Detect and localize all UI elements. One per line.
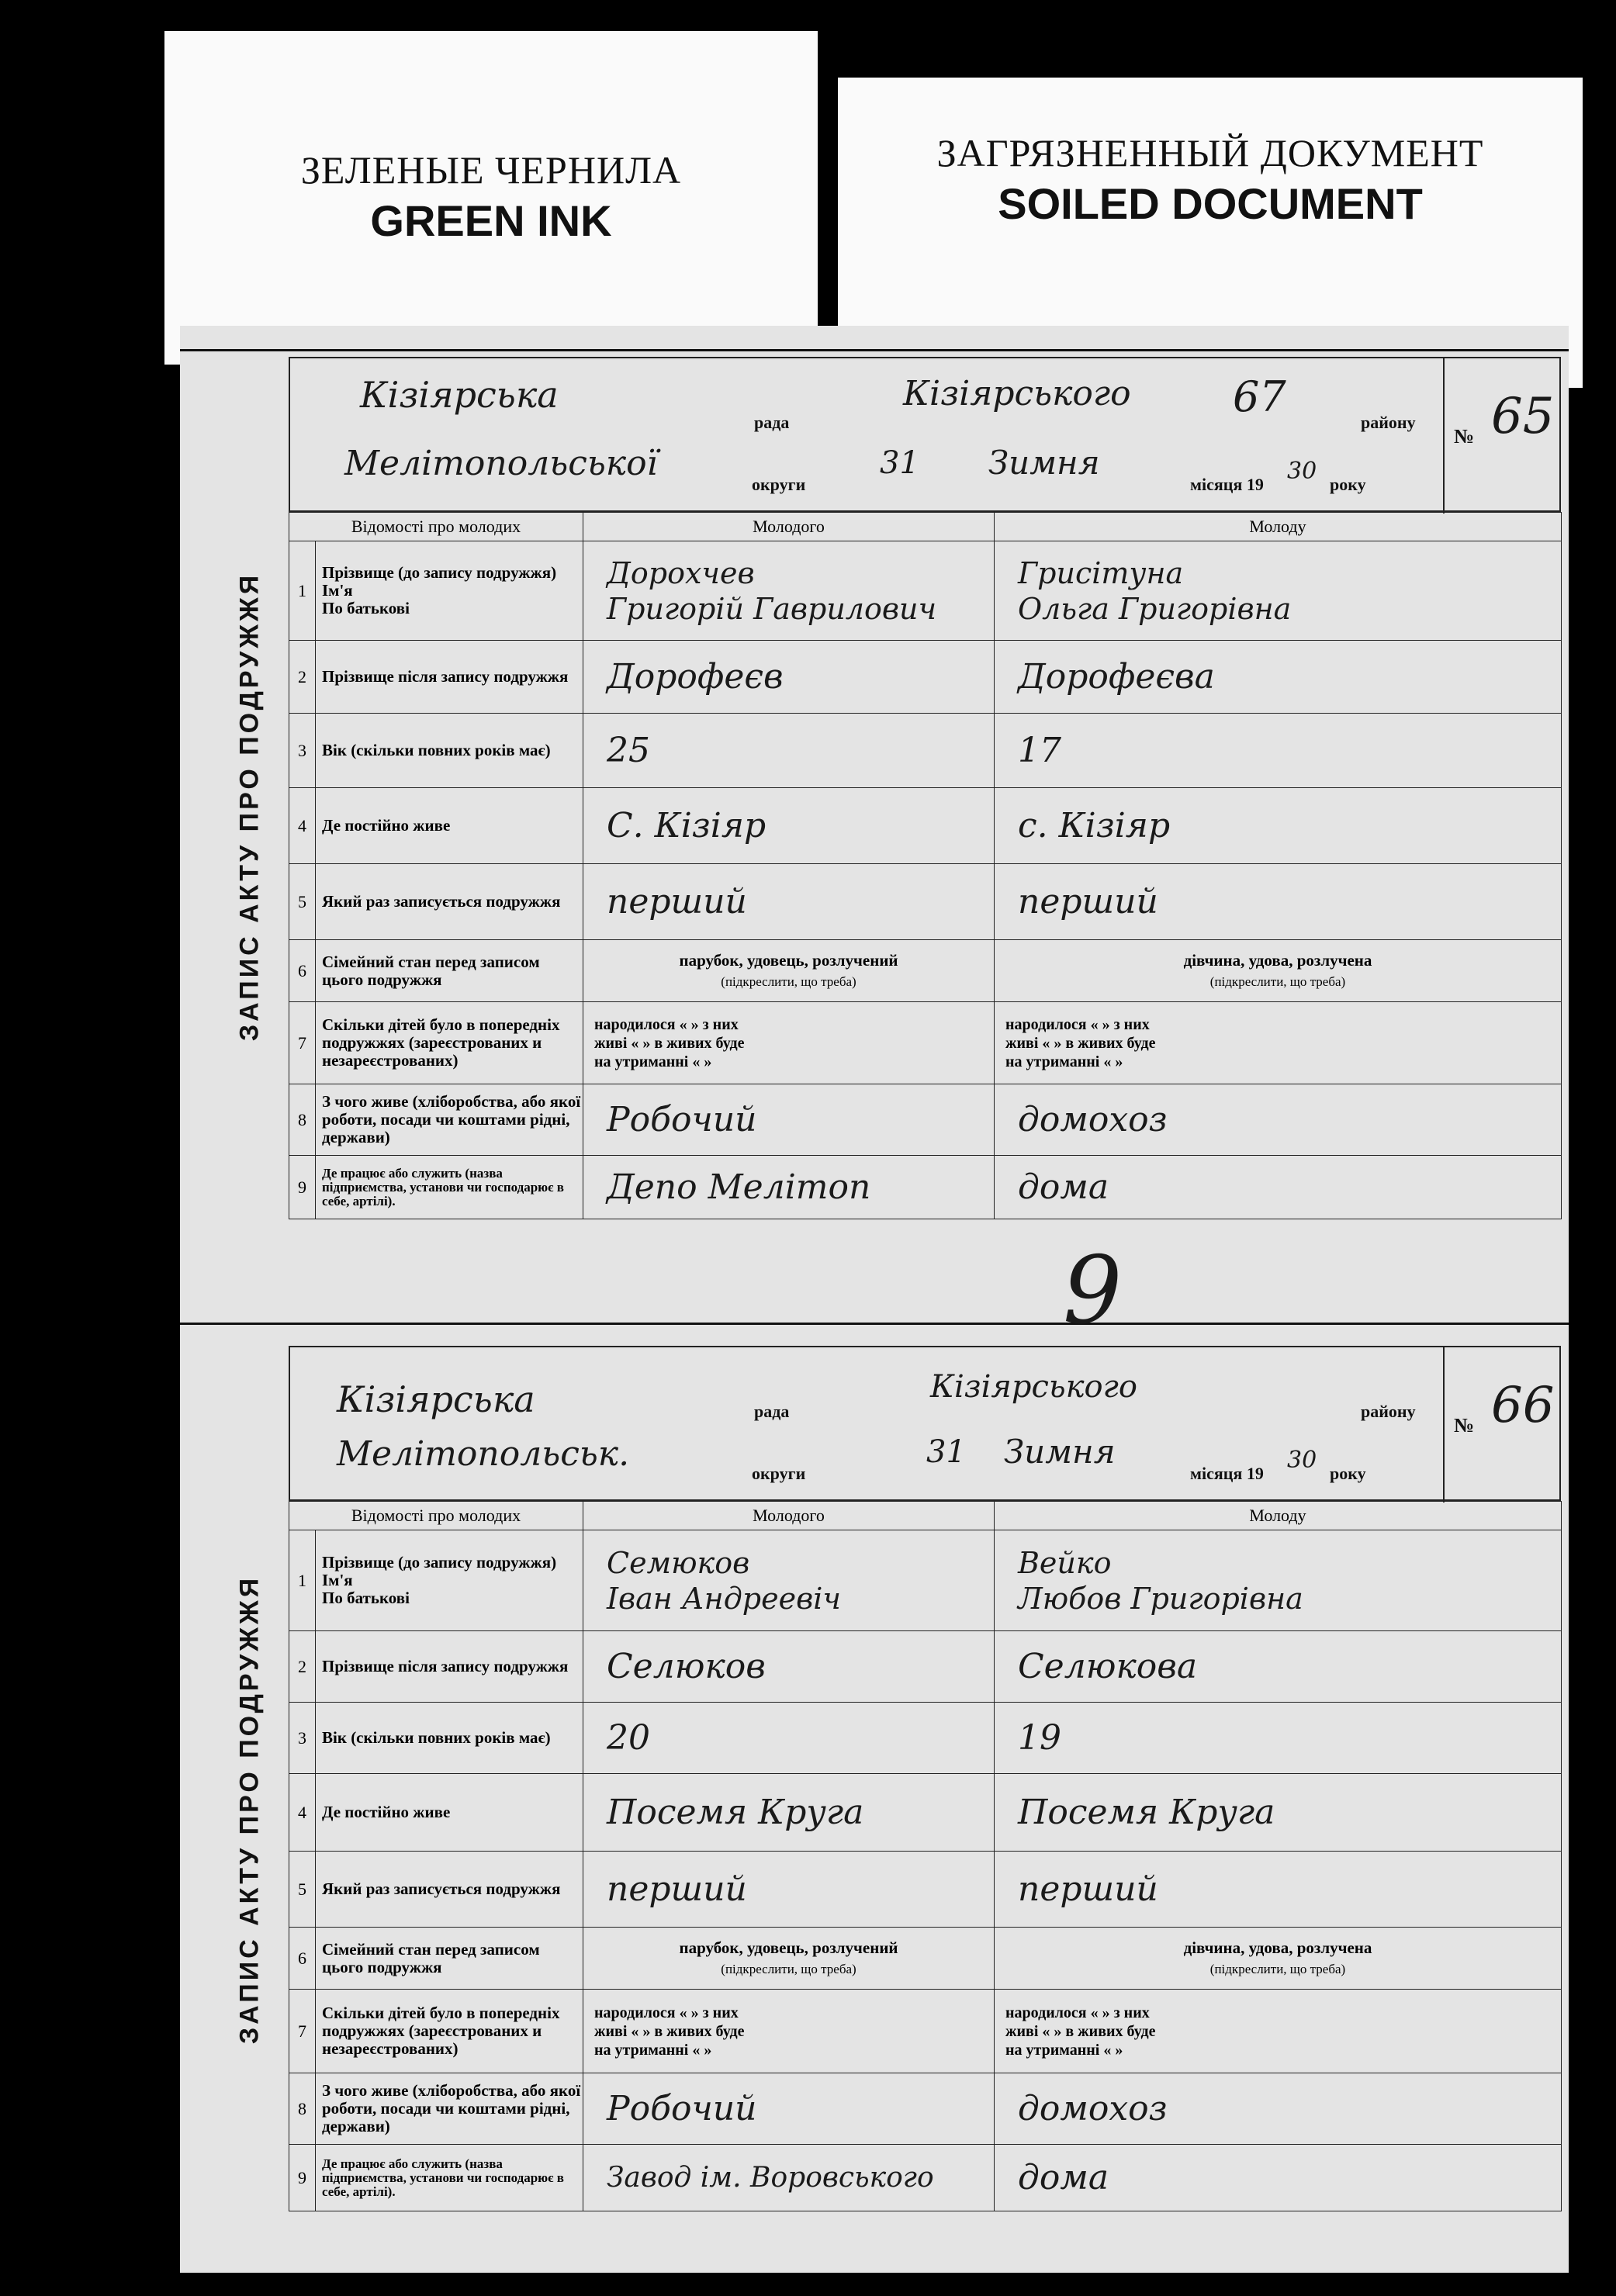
row-number: 5 [289, 1852, 316, 1928]
rada-value: Кізіярська [360, 374, 559, 416]
groom-status-options: парубок, удовець, розлучений [679, 1938, 898, 1957]
groom-children [583, 1002, 995, 1084]
bride-surname: Грисітуна [1018, 555, 1184, 590]
children-born: народилося « » з них [594, 2004, 739, 2021]
children-supported: на утриманні « » [1005, 2041, 1123, 2059]
groom-surname: Семюков [607, 1545, 750, 1580]
row-question: З чого живе (хліборобства, або якої роботи, посади чи коштами рідні, держави) [316, 1084, 583, 1156]
bride-surname: Вейко [1018, 1545, 1112, 1580]
bride-new-surname: Селюкова [995, 1631, 1562, 1703]
bride-income: домохоз [995, 2073, 1562, 2145]
bride-name: Ольга Григорівна [1018, 591, 1292, 626]
groom-surname: Дорохчев [607, 555, 755, 590]
okruha-label: округи [752, 1464, 806, 1483]
row-question: Прізвище після запису подружжя [316, 1631, 583, 1703]
raion-number: 67 [1233, 372, 1286, 421]
record-header [289, 357, 1561, 512]
marriage-record-66 [211, 1346, 1561, 2273]
groom-residence: С. Кізіяр [583, 788, 995, 864]
side-title-text: ЗАПИС АКТУ ПРО ПОДРУЖЖЯ [234, 572, 265, 1042]
bride-names [995, 1530, 1562, 1631]
groom-residence: Посемя Круга [583, 1774, 995, 1852]
row-number: 1 [289, 1530, 316, 1631]
month-value: Зимня [988, 444, 1100, 482]
day-value: 31 [880, 445, 919, 481]
row-question: Де постійно живе [316, 1774, 583, 1852]
okruha-value: Мелітопольськ. [337, 1434, 630, 1474]
raion-value: Кізіярського [903, 374, 1131, 413]
row-number: 8 [289, 2073, 316, 2145]
row-number: 5 [289, 864, 316, 940]
row-number: 2 [289, 641, 316, 714]
row-question: Який раз записується подружжя [316, 864, 583, 940]
bride-names [995, 541, 1562, 641]
children-supported: на утриманні « » [594, 2041, 712, 2059]
groom-name: Іван Андреевіч [607, 1581, 841, 1616]
bride-income: домохоз [995, 1084, 1562, 1156]
groom-workplace: Депо Мелітоп [583, 1156, 995, 1219]
col-bride-header: Молоду [995, 513, 1562, 541]
side-title [211, 357, 289, 1257]
row-number: 6 [289, 940, 316, 1002]
side-title [211, 1346, 289, 2273]
underline-hint: (підкреслити, що треба) [1209, 973, 1346, 989]
bride-new-surname: Дорофеєва [995, 641, 1562, 714]
row-number: 7 [289, 1990, 316, 2073]
col-groom-header: Молодого [583, 1502, 995, 1530]
bride-status [995, 940, 1562, 1002]
children-born: народилося « » з них [1005, 2004, 1150, 2021]
bride-name: Любов Григорівна [1018, 1581, 1303, 1616]
bride-marriage-count: перший [995, 864, 1562, 940]
raion-value: Кізіярського [930, 1369, 1137, 1405]
bride-status-options: дівчина, удова, розлучена [1183, 1938, 1372, 1957]
row-number: 3 [289, 1703, 316, 1774]
children-supported: на утриманні « » [594, 1053, 712, 1070]
col-info-header: Відомості про молодих [289, 1502, 583, 1530]
month-label: місяця 19 [1190, 475, 1264, 494]
row-number: 2 [289, 1631, 316, 1703]
bride-age: 19 [995, 1703, 1562, 1774]
day-value: 31 [926, 1434, 966, 1470]
year-label: року [1330, 475, 1366, 494]
row-question: Де постійно живе [316, 788, 583, 864]
row-question: Прізвище (до запису подружжя) Ім'я По батькові [316, 541, 583, 641]
rada-value: Кізіярська [337, 1378, 535, 1420]
bride-workplace: дома [995, 1156, 1562, 1219]
groom-new-surname: Селюков [583, 1631, 995, 1703]
bride-marriage-count: перший [995, 1852, 1562, 1928]
row-number: 6 [289, 1928, 316, 1990]
groom-names [583, 1530, 995, 1631]
row-question: Прізвище після запису подружжя [316, 641, 583, 714]
bride-children [995, 1990, 1562, 2073]
row-question: Прізвище (до запису подружжя) Ім'я По батькові [316, 1530, 583, 1631]
row-question: Скільки дітей було в попередніх подружжях (зареєстрованих и незареєстрованих) [316, 1002, 583, 1084]
row-number: 9 [289, 1156, 316, 1219]
col-bride-header: Молоду [995, 1502, 1562, 1530]
groom-status [583, 1928, 995, 1990]
row-number: 8 [289, 1084, 316, 1156]
record-number-box [1443, 1347, 1559, 1502]
row-question: Який раз записується подружжя [316, 1852, 583, 1928]
groom-new-surname: Дорофеєв [583, 641, 995, 714]
groom-status [583, 940, 995, 1002]
row-question: Вік (скільки повних років має) [316, 1703, 583, 1774]
record-table [289, 1501, 1562, 2211]
sheet-mid-rule [180, 1323, 1569, 1325]
bride-residence: с. Кізіяр [995, 788, 1562, 864]
children-supported: на утриманні « » [1005, 1053, 1123, 1070]
underline-hint: (підкреслити, що треба) [1209, 1961, 1346, 1976]
groom-income: Робочий [583, 1084, 995, 1156]
bride-residence: Посемя Круга [995, 1774, 1562, 1852]
rada-label: рада [754, 1402, 790, 1421]
rada-label: рада [754, 413, 790, 432]
groom-name: Григорій Гаврилович [607, 591, 937, 626]
groom-status-options: парубок, удовець, розлучений [679, 950, 898, 970]
bride-status [995, 1928, 1562, 1990]
col-info-header: Відомості про молодих [289, 513, 583, 541]
col-groom-header: Молодого [583, 513, 995, 541]
row-question: Вік (скільки повних років має) [316, 714, 583, 788]
row-number: 4 [289, 788, 316, 864]
number-sign: № [1454, 1414, 1475, 1437]
green-ink-label-ru: ЗЕЛЕНЫЕ ЧЕРНИЛА [300, 148, 682, 192]
row-question: З чого живе (хліборобства, або якої роботи, посади чи коштами рідні, держави) [316, 2073, 583, 2145]
month-value: Зимня [1004, 1433, 1116, 1471]
green-ink-label [164, 31, 818, 365]
children-born: народилося « » з них [1005, 1015, 1150, 1033]
row-number: 3 [289, 714, 316, 788]
groom-marriage-count: перший [583, 1852, 995, 1928]
underline-hint: (підкреслити, що треба) [721, 1961, 856, 1976]
groom-income: Робочий [583, 2073, 995, 2145]
record-number: 66 [1491, 1377, 1555, 1434]
row-number: 4 [289, 1774, 316, 1852]
number-sign: № [1454, 425, 1475, 448]
year-label: року [1330, 1464, 1366, 1483]
side-title-text: ЗАПИС АКТУ ПРО ПОДРУЖЖЯ [234, 1575, 265, 2044]
sheet-top-rule [180, 349, 1569, 351]
month-label: місяця 19 [1190, 1464, 1264, 1483]
row-question: Де працює або служить (назва підприємства, установи чи господарює в себе, артілі). [316, 2145, 583, 2211]
okruha-label: округи [752, 475, 806, 494]
page-number: 9 [1063, 1237, 1123, 1345]
row-number: 7 [289, 1002, 316, 1084]
children-alive: живі « » в живих буде [1005, 1034, 1156, 1052]
children-born: народилося « » з них [594, 1015, 739, 1033]
bride-children [995, 1002, 1562, 1084]
year-value: 30 [1287, 458, 1317, 485]
soiled-label-en: SOILED DOCUMENT [998, 179, 1423, 228]
row-question: Сімейний стан перед записом цього подружжя [316, 1928, 583, 1990]
bride-workplace: дома [995, 2145, 1562, 2211]
marriage-record-65 [211, 357, 1561, 1257]
year-value: 30 [1287, 1447, 1317, 1474]
okruha-value: Мелітопольської [344, 444, 658, 483]
row-question: Сімейний стан перед записом цього подружжя [316, 940, 583, 1002]
record-number-box [1443, 358, 1559, 513]
children-alive: живі « » в живих буде [594, 2022, 745, 2040]
groom-age: 20 [583, 1703, 995, 1774]
raion-label: району [1361, 1402, 1416, 1421]
groom-marriage-count: перший [583, 864, 995, 940]
groom-names [583, 541, 995, 641]
record-header [289, 1346, 1561, 1501]
children-alive: живі « » в живих буде [594, 1034, 745, 1052]
groom-workplace: Завод ім. Воровського [583, 2145, 995, 2211]
row-number: 1 [289, 541, 316, 641]
record-table [289, 512, 1562, 1219]
underline-hint: (підкреслити, що треба) [721, 973, 856, 989]
bride-age: 17 [995, 714, 1562, 788]
groom-age: 25 [583, 714, 995, 788]
row-question: Скільки дітей було в попередніх подружжях (зареєстрованих и незареєстрованих) [316, 1990, 583, 2073]
groom-children [583, 1990, 995, 2073]
green-ink-label-en: GREEN INK [370, 196, 612, 245]
bride-status-options: дівчина, удова, розлучена [1183, 950, 1372, 970]
row-question: Де працює або служить (назва підприємства, установи чи господарює в себе, артілі). [316, 1156, 583, 1219]
children-alive: живі « » в живих буде [1005, 2022, 1156, 2040]
record-number: 65 [1491, 388, 1555, 445]
soiled-label-ru: ЗАГРЯЗНЕННЫЙ ДОКУМЕНТ [936, 131, 1484, 175]
row-number: 9 [289, 2145, 316, 2211]
raion-label: району [1361, 413, 1416, 432]
